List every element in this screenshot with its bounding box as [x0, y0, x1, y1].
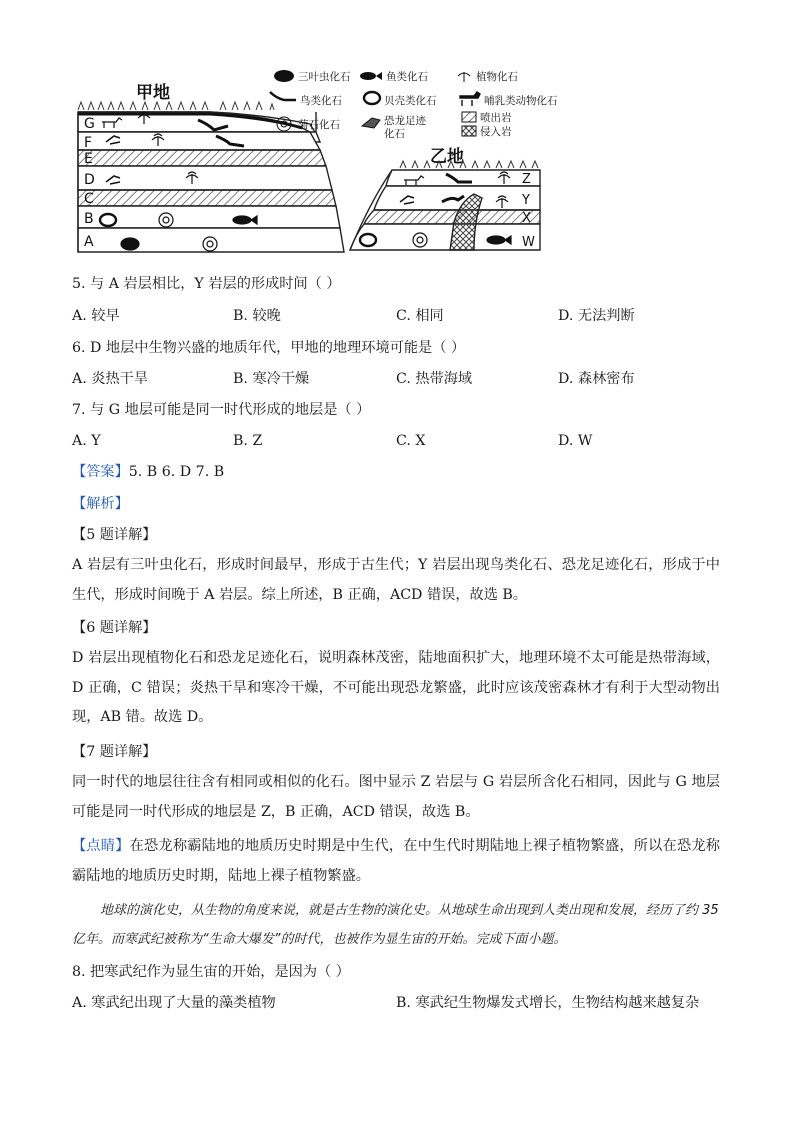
legend-extrusive: 喷出岩: [480, 112, 512, 124]
answer-text: 5. B 6. D 7. B: [128, 464, 225, 480]
trilobite-icon: [274, 70, 294, 82]
intro-paragraph: 地球的演化史，从生物的角度来说，就是古生物的演化史。从地球生命出现到人类出现和发展，经历了约 35 亿年。而寒武纪被称为“生命大爆发”的时代，也被作为显生宙的开始。完成下面小题。: [72, 903, 719, 947]
fish-icon: [360, 72, 382, 80]
q5-option-a[interactable]: A. 较早: [72, 308, 120, 324]
bird-icon: [270, 92, 296, 100]
d6-title: 【6 题详解】: [72, 620, 157, 636]
stratigraphy-figure: [70, 62, 590, 272]
grass-b: [400, 161, 538, 168]
legend-mammal: 哺乳类动物化石: [484, 95, 558, 107]
q6-option-c[interactable]: C. 热带海域: [396, 371, 473, 387]
layer-b-W: W: [522, 235, 535, 250]
legend-trilobite: 三叶虫化石: [298, 71, 351, 83]
trilobite-icon: [121, 238, 139, 250]
d6-text: D 岩层出现植物化石和恐龙足迹化石，说明森林茂密，陆地面积扩大，地理环境不太可能是热带海域，D 正确，C 错误；炎热干旱和寒冷干燥，不可能出现恐龙繁盛，此时应该茂密森林才有利于大型动物出现，AB 错。故选 D。: [72, 650, 720, 725]
q5-stem: 5. 与 A 岩层相比，Y 岩层的形成时间（ ）: [72, 276, 341, 292]
layer-a-E: E: [84, 151, 93, 167]
mammal-icon: [460, 92, 480, 106]
grass-a: [78, 102, 274, 110]
layer-a-A: A: [84, 234, 94, 250]
analysis-tag: 【解析】: [72, 496, 129, 512]
tip-text: 在恐龙称霸陆地的地质历史时期是中生代，在中生代时期陆地上裸子植物繁盛，所以在恐龙称霸陆地的地质历史时期，陆地上裸子植物繁盛。: [72, 838, 720, 884]
legend-intrusive: 侵入岩: [480, 126, 512, 138]
q5-option-b[interactable]: B. 较晚: [233, 308, 281, 324]
layer-a-G: G: [84, 116, 95, 132]
layer-b-Z: Z: [522, 172, 531, 187]
answer-tag: 【答案】: [72, 464, 129, 480]
q6-option-a[interactable]: A. 炎热干旱: [72, 371, 149, 387]
layer-b-X: X: [522, 211, 531, 226]
shell-icon: [364, 92, 380, 104]
dino-track-icon: [362, 118, 380, 128]
d5-text: A 岩层有三叶虫化石，形成时间最早，形成于古生代；Y 岩层出现鸟类化石、恐龙足迹化石，形成于中生代，形成时间晚于 A 岩层。综上所述，B 正确，ACD 错误，故选 B。: [72, 557, 720, 603]
q6-stem: 6. D 地层中生物兴盛的地质年代，甲地的地理环境可能是（ ）: [72, 340, 466, 356]
answer-line: [72, 462, 224, 482]
tip-tag: 【点睛】: [72, 838, 130, 854]
legend-bird: 鸟类化石: [300, 95, 342, 107]
q7-option-b[interactable]: B. Z: [233, 433, 263, 449]
q7-option-d[interactable]: D. W: [558, 433, 593, 449]
legend-ammonite: 菊石化石: [298, 119, 340, 131]
q8-option-b[interactable]: B. 寒武纪生物爆发式增长，生物结构越来越复杂: [396, 995, 700, 1011]
layer-a-D: D: [84, 172, 95, 188]
q6-option-b[interactable]: B. 寒冷干燥: [233, 371, 310, 387]
legend-shell: 贝壳类化石: [384, 95, 437, 107]
layer-a-C: C: [84, 191, 94, 207]
d5-title: 【5 题详解】: [72, 527, 157, 543]
tip-block: [72, 832, 720, 891]
d7-text: 同一时代的地层往往含有相同或相似的化石。图中显示 Z 岩层与 G 岩层所含化石相同，因此与 G 地层可能是同一时代形成的地层是 Z，B 正确，ACD 错误，故选 B。: [72, 774, 720, 820]
legend-plant: 植物化石: [476, 71, 518, 83]
extrusive-swatch: [462, 112, 476, 122]
q8-option-a[interactable]: A. 寒武纪出现了大量的藻类植物: [72, 995, 276, 1011]
q7-option-c[interactable]: C. X: [396, 433, 426, 449]
q7-stem: 7. 与 G 地层可能是同一时代形成的地层是（ ）: [72, 402, 371, 418]
q6-option-d[interactable]: D. 森林密布: [558, 371, 635, 387]
plant-icon: [458, 72, 470, 82]
layer-a-F: F: [84, 135, 93, 151]
d7-title: 【7 题详解】: [72, 744, 157, 760]
q5-option-c[interactable]: C. 相同: [396, 308, 444, 324]
intrusive-swatch: [462, 126, 476, 136]
layer-a-B: B: [84, 211, 94, 227]
legend: [270, 70, 558, 140]
q5-option-d[interactable]: D. 无法判断: [558, 308, 635, 324]
q7-option-a[interactable]: A. Y: [72, 433, 101, 449]
site-a-label: 甲地: [136, 83, 170, 103]
layer-b-Y: Y: [522, 193, 530, 208]
legend-dino-track-1: 恐龙足迹: [384, 115, 426, 127]
legend-fish: 鱼类化石: [386, 71, 428, 83]
q8-stem: 8. 把寒武纪作为显生宙的开始，是因为（ ）: [72, 964, 350, 980]
site-b-label: 乙地: [430, 147, 464, 167]
legend-dino-track-2: 化石: [384, 128, 405, 140]
